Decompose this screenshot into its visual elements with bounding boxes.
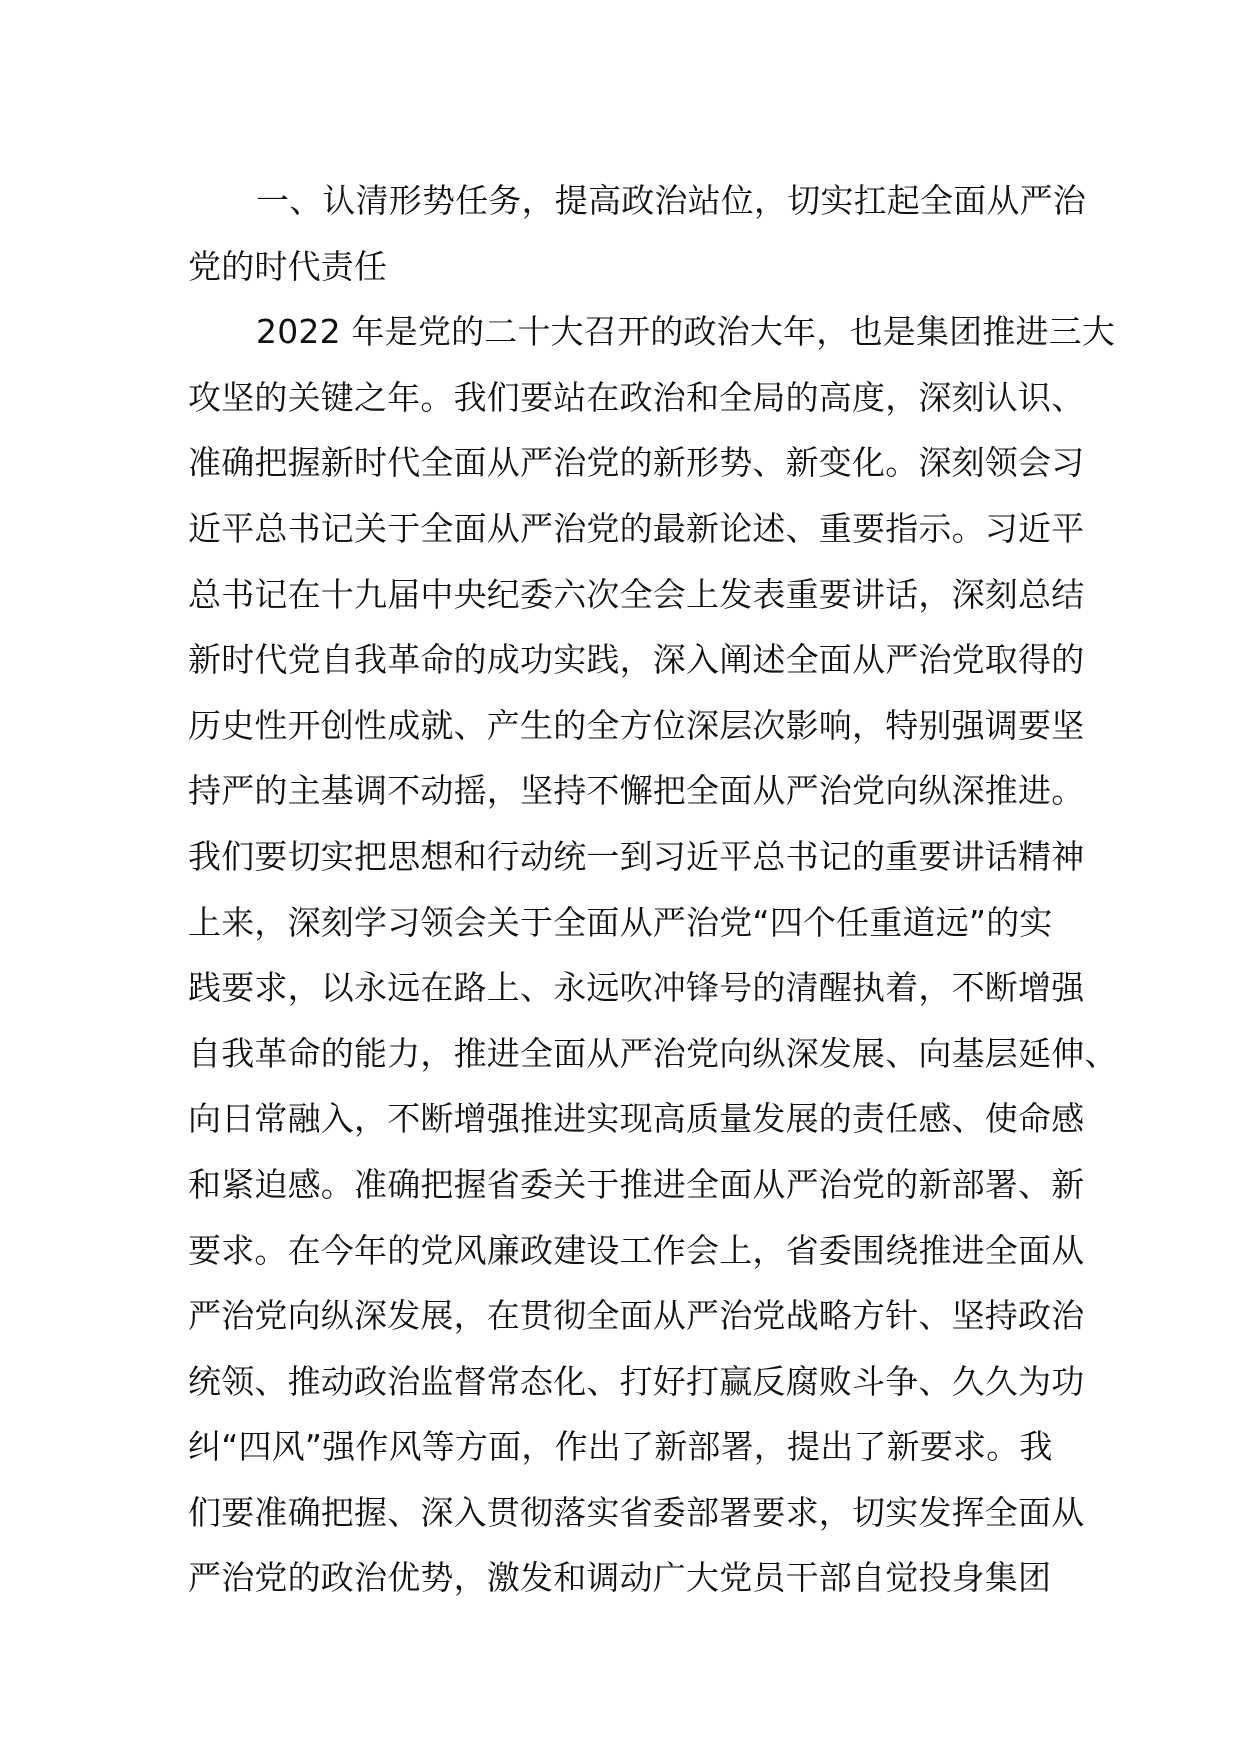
paragraph-line-20: 严治党的政治优势，激发和调动广大党员干部自觉投身集团 bbox=[188, 1558, 1052, 1598]
paragraph-line-4: 近平总书记关于全面从严治党的最新论述、重要指示。习近平 bbox=[188, 508, 1085, 548]
paragraph-line-12: 自我革命的能力，推进全面从严治党向纵深发展、向基层延伸、 bbox=[188, 1033, 1118, 1073]
paragraph-line-17: 统领、推动政治监督常态化、打好打赢反腐败斗争、久久为功 bbox=[188, 1361, 1085, 1401]
paragraph-line-15: 要求。在今年的党风廉政建设工作会上，省委围绕推进全面从 bbox=[188, 1230, 1085, 1270]
paragraph-line-5: 总书记在十九届中央纪委六次全会上发表重要讲话，深刻总结 bbox=[188, 574, 1085, 614]
paragraph-line-6: 新时代党自我革命的成功实践，深入阐述全面从严治党取得的 bbox=[188, 640, 1085, 680]
paragraph-line-9: 我们要切实把思想和行动统一到习近平总书记的重要讲话精神 bbox=[188, 836, 1085, 876]
paragraph-line-8: 持严的主基调不动摇，坚持不懈把全面从严治党向纵深推进。 bbox=[188, 771, 1085, 811]
paragraph-line-19: 们要准确把握、深入贯彻落实省委部署要求，切实发挥全面从 bbox=[188, 1492, 1085, 1532]
heading-line-2: 党的时代责任 bbox=[188, 246, 388, 286]
document-body bbox=[188, 168, 1118, 1611]
paragraph-line-7: 历史性开创性成就、产生的全方位深层次影响，特别强调要坚 bbox=[188, 705, 1085, 745]
paragraph-line-1: 2022 年是党的二十大召开的政治大年，也是集团推进三大 bbox=[256, 312, 1116, 352]
paragraph-line-13: 向日常融入，不断增强推进实现高质量发展的责任感、使命感 bbox=[188, 1099, 1085, 1139]
paragraph-line-11: 践要求，以永远在路上、永远吹冲锋号的清醒执着，不断增强 bbox=[188, 968, 1085, 1008]
heading-line-1: 一、认清形势任务，提高政治站位，切实扛起全面从严治 bbox=[256, 181, 1086, 220]
paragraph-line-16: 严治党向纵深发展，在贯彻全面从严治党战略方针、坚持政治 bbox=[188, 1296, 1085, 1336]
paragraph-line-3: 准确把握新时代全面从严治党的新形势、新变化。深刻领会习 bbox=[188, 443, 1085, 483]
paragraph-line-18: 纠“四风”强作风等方面，作出了新部署，提出了新要求。我 bbox=[188, 1427, 1053, 1467]
paragraph-line-10: 上来，深刻学习领会关于全面从严治党“四个任重道远”的实 bbox=[188, 902, 1053, 942]
paragraph-line-14: 和紧迫感。准确把握省委关于推进全面从严治党的新部署、新 bbox=[188, 1164, 1085, 1204]
paragraph-line-2: 攻坚的关键之年。我们要站在政治和全局的高度，深刻认识、 bbox=[188, 377, 1085, 417]
